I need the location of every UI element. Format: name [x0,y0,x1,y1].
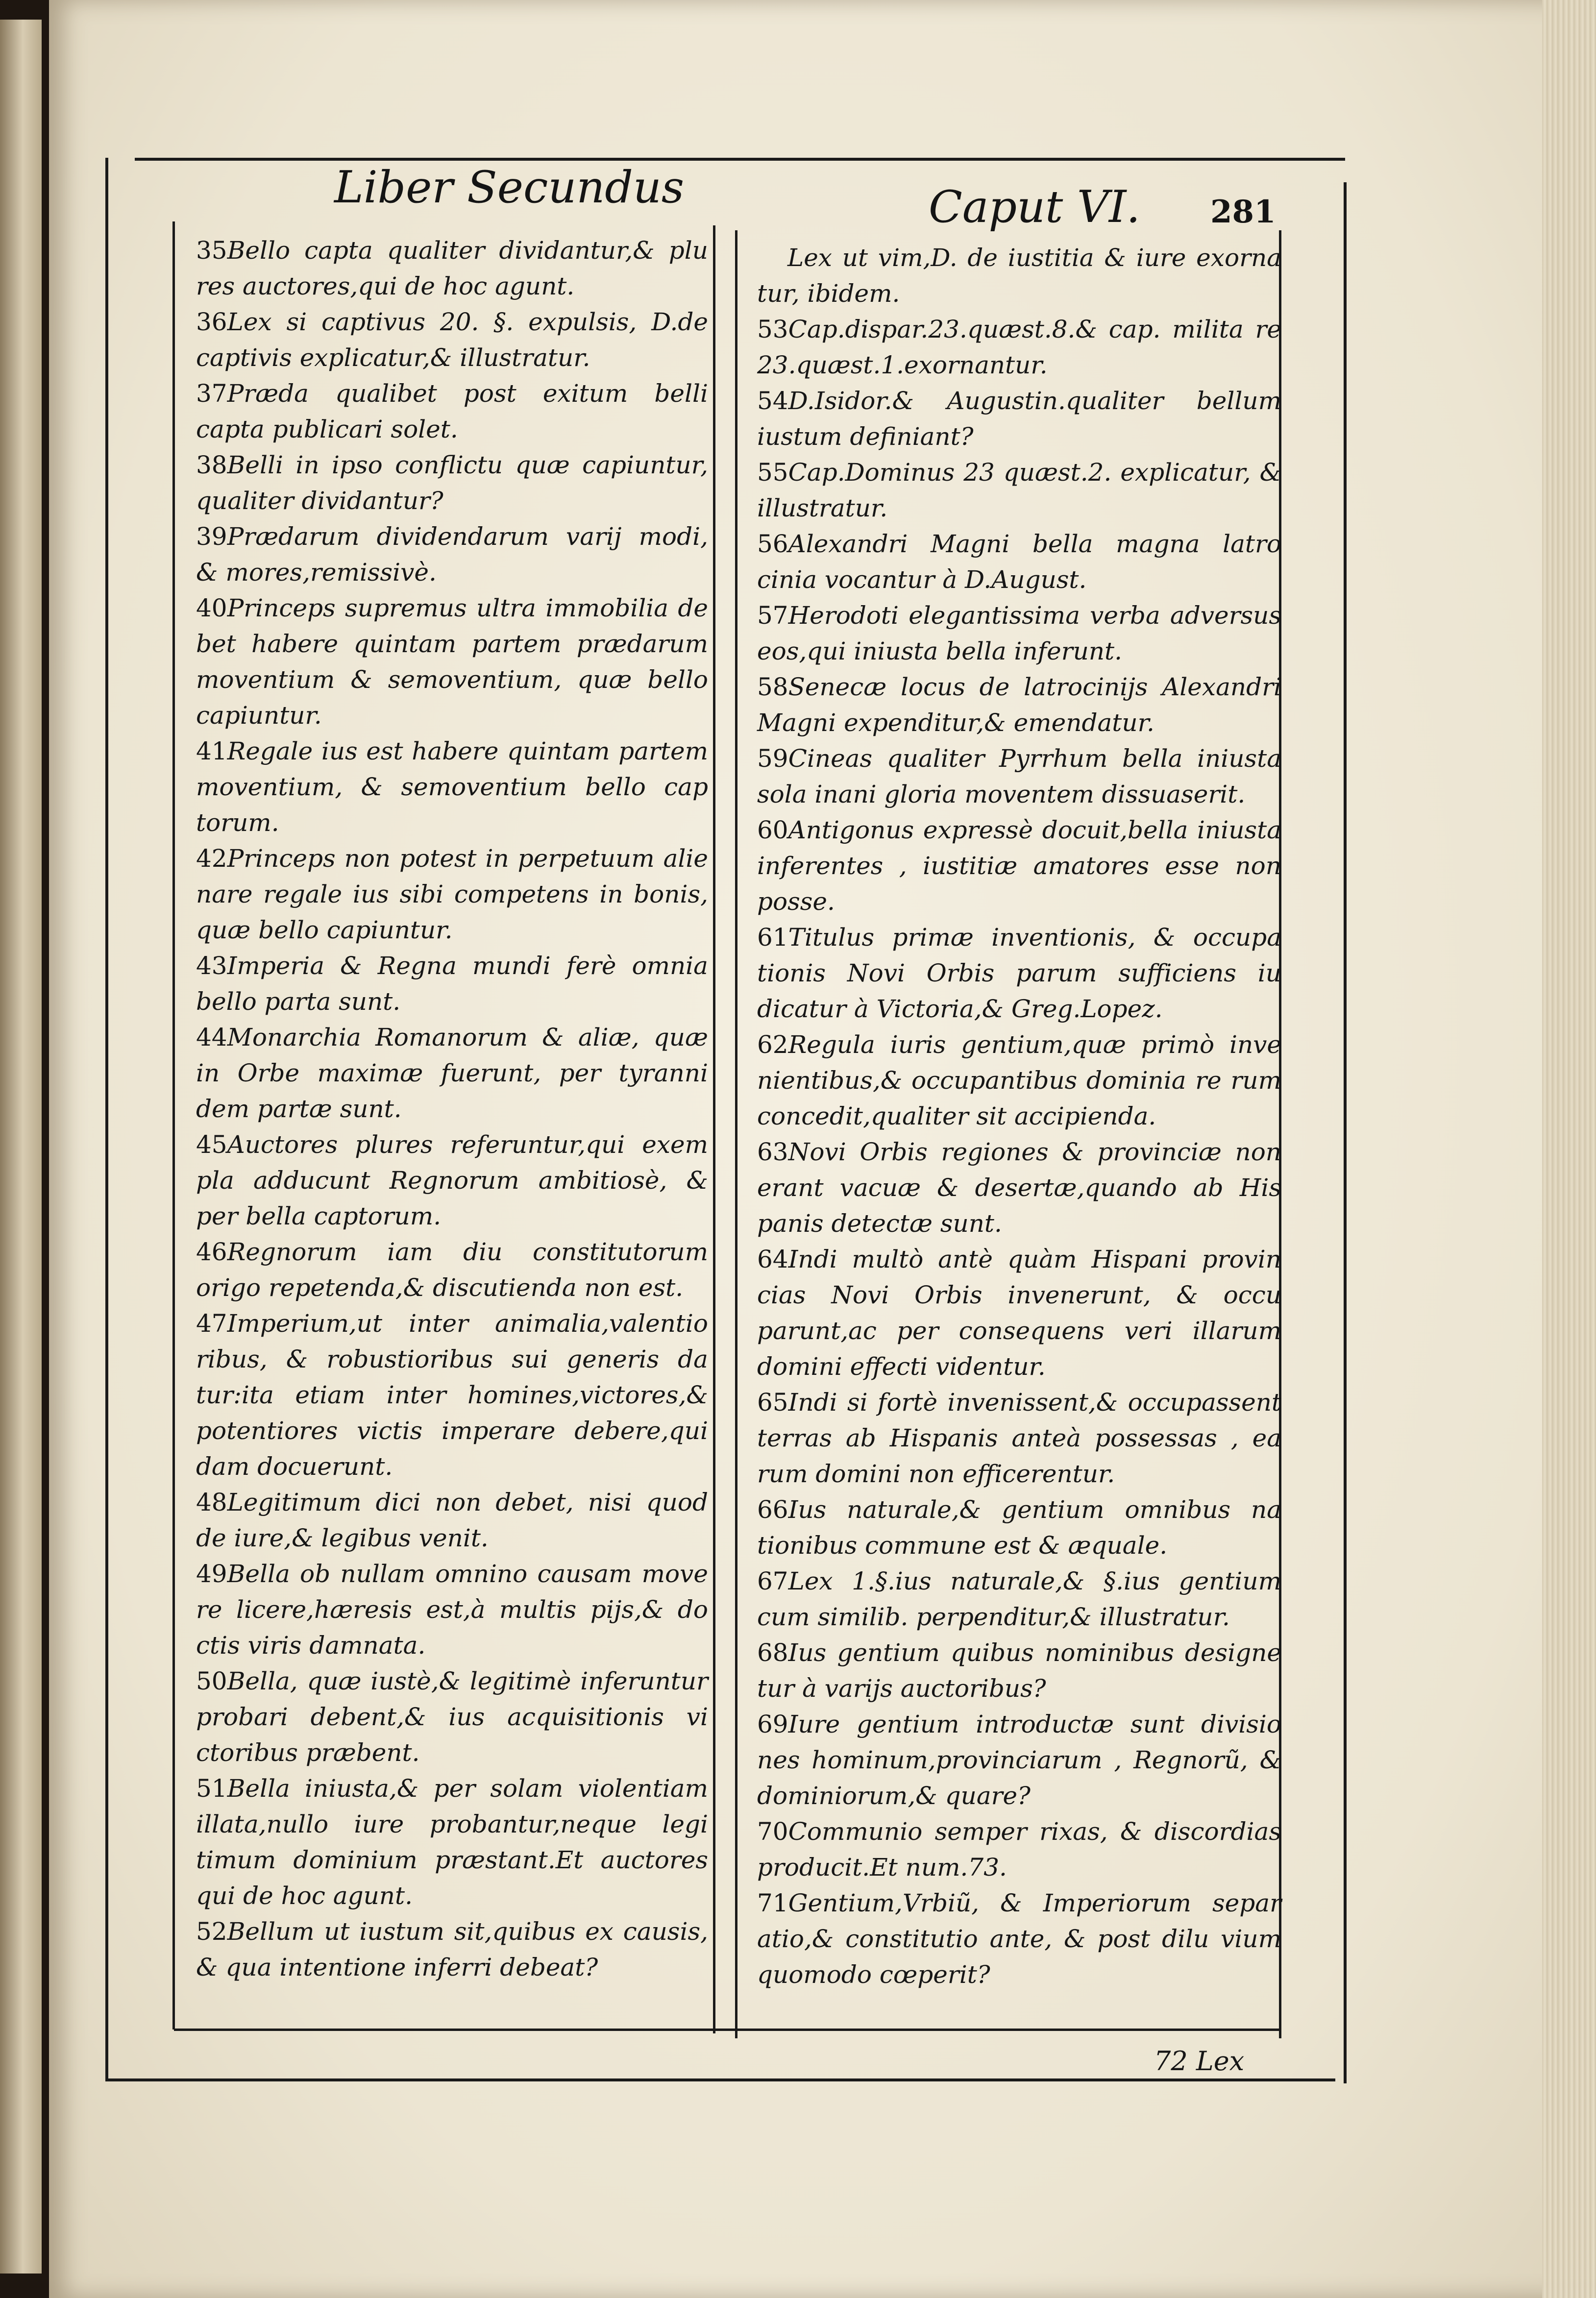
index-entry [196,1485,708,1556]
index-entry [196,1127,708,1234]
index-entry [757,312,1281,383]
index-entry [757,920,1281,1027]
index-entry [196,948,708,1020]
entry-text: Iure gentium introductæ sunt divisio nes hominum,provinciarum , Regnorũ, & dominiorum,& quare? [757,1710,1281,1810]
entry-number: 37 [196,379,227,408]
entry-text: Lex ut vim,D. de iustitia & iure exorna tur, ibidem. [757,244,1281,308]
entry-number: 64 [757,1245,788,1273]
index-entry [757,741,1281,812]
index-entry [757,1385,1281,1492]
entry-number: 51 [196,1774,227,1803]
entry-number: 39 [196,522,227,551]
entry-text: Ius naturale,& gentium omnibus na tionibus commune est & æquale. [757,1495,1281,1560]
index-entry [757,526,1281,598]
inner-bottom-rule [174,2029,1281,2031]
entry-text: Regale ius est habere quintam partem moventium, & semoventium bello cap torum. [196,737,708,837]
entry-text: Cap.Dominus 23 quæst.2. explicatur, & illustratur. [757,458,1281,522]
entry-text: Regula iuris gentium,quæ primò inve nientibus,& occupantibus dominia re rum concedit,qualiter sit accipienda. [757,1030,1281,1130]
index-entry [757,1242,1281,1385]
index-entry [757,598,1281,669]
index-entry [757,383,1281,455]
entry-number: 69 [757,1710,788,1738]
entry-text: Antigonus expressè docuit,bella iniusta inferentes , iustitiæ amatores esse non posse. [757,816,1281,916]
entry-text: Regnorum iam diu constitutorum origo repetenda,& discutienda non est. [196,1238,708,1302]
entry-number: 36 [196,308,227,336]
entry-number: 57 [757,601,788,630]
entry-number: 38 [196,451,227,479]
index-entry [757,240,1281,312]
entry-number: 59 [757,744,788,773]
entry-text: Imperium,ut inter animalia,valentio ribus, & robustioribus sui generis da tur:ita etiam inter homines,victores,& potentiores victis imperare debere,qui dam docuerunt. [196,1309,708,1481]
left-column [196,233,708,1985]
entry-text: Novi Orbis regiones & provinciæ non erant vacuæ & desertæ,quando ab His panis detectæ sunt. [757,1138,1281,1238]
index-entry [757,455,1281,526]
entry-text: Bella, quæ iustè,& legitimè inferuntur probari debent,& ius acquisitionis vi ctoribus præbent. [196,1667,708,1767]
inner-frame-left [172,221,175,2029]
index-entry [196,233,708,304]
entry-number: 47 [196,1309,227,1338]
entry-number: 53 [757,315,788,343]
entry-text: Auctores plures referuntur,qui exem pla adducunt Regnorum ambitiosè, & per bella captorum. [196,1130,708,1230]
entry-text: Prædarum dividendarum varij modi, & mores,remissivè. [196,522,708,587]
index-entry [196,1914,708,1985]
index-entry [757,1885,1281,1993]
entry-text: Alexandri Magni bella magna latro cinia vocantur à D.August. [757,530,1281,594]
entry-number: 66 [757,1495,788,1524]
entry-text: Herodoti elegantissima verba adversus eos,qui iniusta bella inferunt. [757,601,1281,665]
entry-text: Communio semper rixas, & discordias producit.Et num.73. [757,1817,1281,1882]
catchword: 72 Lex [1154,2046,1245,2077]
running-head-left: Liber Secundus [334,162,685,213]
running-head-right: Caput VI. [929,181,1141,233]
header-rule [135,158,1345,161]
entry-text: Bella iniusta,& per solam violentiam illata,nullo iure probantur,neque legi timum dominium præstant.Et auctores qui de hoc agunt. [196,1774,708,1910]
index-entry [757,1134,1281,1242]
index-entry [196,1663,708,1771]
entry-number: 54 [757,387,788,415]
index-entry [196,519,708,590]
column-divider-a [713,225,715,2033]
index-entry [196,733,708,841]
entry-number: 40 [196,594,227,622]
bottom-rule [105,2078,1335,2081]
entry-text: Senecæ locus de latrocinijs Alexandri Magni expenditur,& emendatur. [757,673,1281,737]
entry-text: Præda qualibet post exitum belli capta publicari solet. [196,379,708,443]
index-entry [757,669,1281,741]
entry-number: 71 [757,1889,788,1917]
facing-page-edge [0,20,42,2274]
entry-number: 45 [196,1130,227,1159]
index-entry [757,1027,1281,1134]
entry-number: 55 [757,458,788,487]
entry-text: Bello capta qualiter dividantur,& plu res auctores,qui de hoc agunt. [196,236,708,300]
entry-number: 52 [196,1917,227,1946]
entry-number: 56 [757,530,788,558]
page-edges [1542,0,1596,2298]
entry-text: Monarchia Romanorum & aliæ, quæ in Orbe maximæ fuerunt, per tyranni dem partæ sunt. [196,1023,708,1123]
index-entry [196,1234,708,1306]
index-entry [757,1492,1281,1564]
entry-text: D.Isidor.& Augustin.qualiter bellum iustum definiant? [757,387,1281,451]
entry-number: 67 [757,1567,788,1595]
entry-text: Bellum ut iustum sit,quibus ex causis, & qua intentione inferri debeat? [196,1917,708,1981]
index-entry [196,1771,708,1914]
index-entry [196,1306,708,1485]
entry-number: 61 [757,923,788,952]
entry-number: 63 [757,1138,788,1166]
entry-number: 62 [757,1030,788,1059]
index-entry [196,447,708,519]
entry-number: 43 [196,952,227,980]
entry-text: Legitimum dici non debet, nisi quod de iure,& legibus venit. [196,1488,708,1552]
entry-text: Imperia & Regna mundi ferè omnia bello parta sunt. [196,952,708,1016]
entry-text: Belli in ipso conflictu quæ capiuntur, qualiter dividantur? [196,451,708,515]
entry-number: 49 [196,1560,227,1588]
column-divider-b [735,230,737,2038]
index-entry [196,1556,708,1663]
entry-number: 44 [196,1023,227,1051]
index-entry [757,812,1281,920]
outer-frame-right [1344,182,1347,2083]
entry-number: 58 [757,673,788,701]
index-entry [196,376,708,447]
entry-text: Ius gentium quibus nominibus designe tur à varijs auctoribus? [757,1638,1281,1703]
index-entry [196,841,708,948]
entry-number: 60 [757,816,788,844]
entry-number: 48 [196,1488,227,1516]
index-entry [757,1564,1281,1635]
entry-text: Princeps non potest in perpetuum alie nare regale ius sibi competens in bonis, quæ bello capiuntur. [196,844,708,944]
entry-text: Gentium,Vrbiũ, & Imperiorum separ atio,& constitutio ante, & post dilu vium quomodo cœperit? [757,1889,1281,1989]
index-entry [196,304,708,376]
entry-number: 50 [196,1667,227,1695]
entry-text: Bella ob nullam omnino causam move re licere,hæresis est,à multis pijs,& do ctis viris damnata. [196,1560,708,1660]
entry-number: 70 [757,1817,788,1846]
entry-text: Cineas qualiter Pyrrhum bella iniusta sola inani gloria moventem dissuaserit. [757,744,1281,808]
entry-number: 68 [757,1638,788,1667]
entry-number: 41 [196,737,227,765]
outer-frame-left [105,158,108,2081]
index-entry [757,1635,1281,1707]
index-entry [757,1707,1281,1814]
entry-text: Titulus primæ inventionis, & occupa tionis Novi Orbis parum sufficiens iu dicatur à Victoria,& Greg.Lopez. [757,923,1281,1023]
entry-number: 65 [757,1388,788,1417]
entry-text: Indi multò antè quàm Hispani provin cias Novi Orbis invenerunt, & occu parunt,ac per consequens veri illarum domini effecti videntur. [757,1245,1281,1381]
entry-text: Lex 1.§.ius naturale,& §.ius gentium cum similib. perpenditur,& illustratur. [757,1567,1281,1631]
right-column [757,240,1281,1993]
entry-number: 35 [196,236,227,265]
entry-text: Lex si captivus 20. §. expulsis, D.de captivis explicatur,& illustratur. [196,308,708,372]
entry-number: 42 [196,844,227,873]
entry-text: Princeps supremus ultra immobilia de bet habere quintam partem prædarum moventium & semoventium, quæ bello capiuntur. [196,594,708,730]
entry-text: Cap.dispar.23.quæst.8.& cap. milita re 23.quæst.1.exornantur. [757,315,1281,379]
entry-number: 46 [196,1238,227,1266]
index-entry [757,1814,1281,1885]
index-entry [196,590,708,733]
folio-number: 281 [1210,194,1276,230]
entry-text: Indi si fortè invenissent,& occupassent terras ab Hispanis anteà possessas , ea rum domini non efficerentur. [757,1388,1281,1488]
index-entry [196,1020,708,1127]
